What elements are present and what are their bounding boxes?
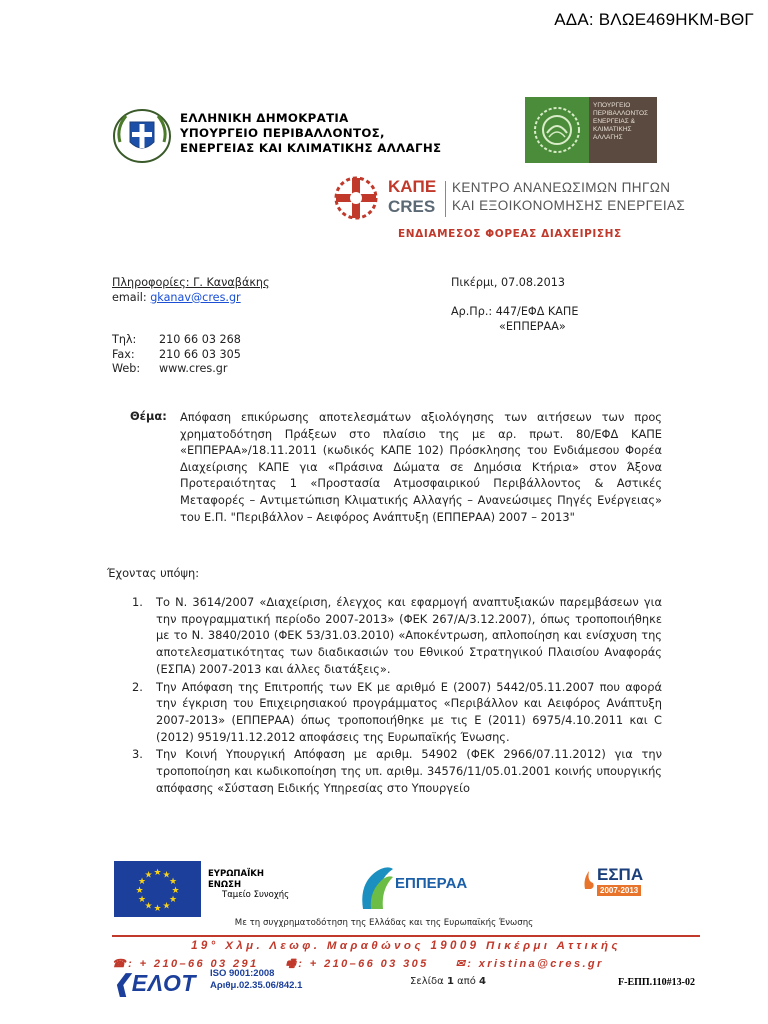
- fax-label: Fax:: [112, 347, 135, 361]
- having-heading: Έχοντας υπόψη:: [107, 566, 200, 580]
- svg-text:★: ★: [144, 901, 153, 912]
- page-indicator: [410, 976, 486, 987]
- svg-text:★: ★: [137, 895, 147, 905]
- email-link[interactable]: gkanav@cres.gr: [150, 290, 241, 304]
- ministry-name: [180, 111, 441, 156]
- footer-fax: + 210–66 03 305: [309, 958, 429, 970]
- date: Πικέρμι, 07.08.2013: [451, 276, 566, 289]
- svg-text:★: ★: [168, 895, 178, 905]
- page-number: 1: [446, 976, 454, 987]
- svg-text:★: ★: [171, 886, 180, 896]
- date-block: [451, 276, 578, 334]
- svg-text:★: ★: [137, 877, 147, 887]
- svg-text:★: ★: [135, 886, 144, 896]
- svg-text:★: ★: [153, 868, 162, 878]
- eu-flag-icon: [114, 861, 201, 917]
- kape-logo: [330, 175, 686, 221]
- iso-line-2: Αριθμ.02.35.06/842.1: [210, 980, 303, 991]
- svg-text:★: ★: [162, 870, 171, 881]
- protocol-number: Αρ.Πρ.: 447/ΕΦΔ ΚΑΠΕ: [451, 305, 579, 318]
- elot-mark-icon: ❰: [112, 970, 132, 996]
- footer-contacts: [112, 955, 700, 974]
- list-item-number: 1.: [132, 595, 143, 609]
- ministry-line-1: ΕΛΛΗΝΙΚΗ ΔΗΜΟΚΡΑΤΙΑ: [180, 111, 349, 125]
- kape-divider: [445, 181, 446, 217]
- ypeka-logo: [525, 97, 657, 163]
- cohesion-fund: Ταμείο Συνοχής: [222, 890, 290, 900]
- cofunding-note: Με τη συγχρηματοδότηση της Ελλάδας και της Ευρωπαϊκής Ένωσης: [234, 918, 534, 928]
- email-line: [112, 291, 270, 306]
- svg-text:★: ★: [144, 870, 153, 881]
- iso-certification: [210, 968, 302, 992]
- footer-tel: + 210–66 03 291: [139, 958, 259, 970]
- espa-flame-icon: [583, 869, 595, 889]
- footer-divider: [112, 935, 700, 937]
- page-prefix: Σελίδα: [410, 976, 444, 987]
- eu-line-2: ΕΝΩΣΗ: [208, 879, 242, 890]
- eu-line-1: ΕΥΡΩΠΑΪΚΗ: [208, 869, 264, 879]
- espa-label: ΕΣΠΑ: [597, 865, 644, 884]
- info-block: [112, 276, 270, 305]
- cres-abbr: CRES: [388, 197, 436, 216]
- list-item-text: Το Ν. 3614/2007 «Διαχείριση, έλεγχος και εφαρμογή αναπτυξιακών παρεμβάσεων για την προγραμματική περίοδο 2007-2013» (ΦΕΚ 267/Α/3.12.2007), όπως τροποποιήθηκε με το Ν. 3840/2010 (ΦΕΚ 53/31.03.2010) «Αποκέντρωση, απλοποίηση και ενίσχυση της αποτελεσματικότητας των διαδικασιών του Εθνικού Στρατηγικού Πλαισίου Αναφοράς (ΕΣΠΑ) 2007-2013 και άλλες διατάξεις».: [156, 595, 662, 676]
- fax-line: [112, 348, 241, 363]
- phone-icon: ☎:: [112, 958, 135, 970]
- kape-abbr: ΚΑΠΕ: [388, 177, 437, 196]
- ministry-line-3: ΕΝΕΡΓΕΙΑΣ ΚΑΙ ΚΛΙΜΑΤΙΚΗΣ ΑΛΛΑΓΗΣ: [180, 141, 442, 155]
- ypeka-logo-text: ΥΠΟΥΡΓΕΙΟ ΠΕΡΙΒΑΛΛΟΝΤΟΣ ΕΝΕΡΓΕΙΑΣ & ΚΛΙΜΑΤΙΚΗΣ ΑΛΛΑΓΗΣ: [593, 102, 649, 141]
- contact-block: [112, 333, 241, 377]
- eu-text: [208, 869, 289, 901]
- kape-full-name: [452, 179, 685, 215]
- funding-logos: [0, 855, 768, 915]
- mail-icon: ✉:: [455, 958, 474, 970]
- iso-line-1: ISO 9001:2008: [210, 968, 275, 979]
- ypeka-emblem-icon: [525, 97, 589, 163]
- epperaa-label: ΕΠΠΕΡΑΑ: [395, 875, 468, 892]
- kape-full-line-1: ΚΕΝΤΡΟ ΑΝΑΝΕΩΣΙΜΩΝ ΠΗΓΩΝ: [452, 180, 671, 195]
- tel-line: [112, 333, 241, 348]
- tel-value: 210 66 03 268: [159, 333, 241, 346]
- list-item-text: Την Κοινή Υπουργική Απόφαση με αριθμ. 54902 (ΦΕΚ 2966/07.11.2012) για την τροποποίηση και κωδικοποίηση της υπ. αριθμ. 34576/11/05.01.2001 κοινής υπουργικής απόφασης «Σύσταση Ειδικής Υπηρεσίας στο Υπουργείο: [156, 747, 662, 795]
- list-item: [132, 746, 662, 796]
- subject-text: Απόφαση επικύρωσης αποτελεσμάτων αξιολόγησης των αιτήσεων των προς χρηματοδότηση Πράξεων στο πλαίσιο της με αρ. πρωτ. 80/ΕΦΔ ΚΑΠΕ «ΕΠΠΕΡΑΑ»/18.11.2011 (κωδικός ΚΑΠΕ 102) Πρόσκλησης του Ενδιάμεσου Φορέα Διαχείρισης ΚΑΠΕ για «Πράσινα Δώματα σε Δημόσια Κτήρια» στον Άξονα Προτεραιότητας 1 «Προστασία Ατμοσφαιρικού Περιβάλλοντος & Αστικές Μεταφορές – Αντιμετώπιση Κλιματικής Αλλαγής – Ανανεώσιμες Πηγές Ενέργειας» του Ε.Π. "Περιβάλλον – Αειφόρος Ανάπτυξη (ΕΠΠΕΡΑΑ) 2007 – 2013": [180, 410, 662, 524]
- ada-code: ΑΔΑ: ΒΛΩΕ469ΗΚΜ-ΒΘΓ: [554, 10, 754, 29]
- page-mid: από: [457, 976, 476, 987]
- greek-coat-of-arms-icon: [112, 108, 172, 164]
- svg-text:★: ★: [153, 904, 162, 914]
- espa-logo: [583, 865, 655, 905]
- list-item: [132, 679, 662, 746]
- list-item-text: Την Απόφαση της Επιτροπής των ΕΚ με αριθμό Ε (2007) 5442/05.11.2007 που αφορά την έγκριση του Επιχειρησιακού προγράμματος «Περιβάλλον και Αειφόρος Ανάπτυξη 2007-2013» (ΕΠΠΕΡΑΑ) όπως τροποποιήθηκε με τις Ε (2011) 6975/4.10.2011 και C (2012) 9519/11.12.2012 αποφάσεις της Ευρωπαϊκής Ένωσης.: [156, 679, 662, 744]
- web-line: [112, 362, 241, 377]
- list-item-number: 2.: [132, 679, 143, 694]
- considerations-list: [132, 594, 662, 797]
- document-code: F-ΕΠΠ.110#13-02: [618, 977, 695, 988]
- kape-emblem-icon: [330, 175, 382, 221]
- elot-logo: [112, 970, 196, 997]
- fax-icon: 🖷:: [285, 958, 305, 970]
- email-label: email:: [112, 290, 147, 304]
- intermediate-body-title: ΕΝΔΙΑΜΕΣΟΣ ΦΟΡΕΑΣ ΔΙΑΧΕΙΡΙΣΗΣ: [398, 228, 622, 240]
- fax-value: 210 66 03 305: [159, 347, 241, 361]
- subject-label: Θέμα:: [130, 409, 167, 423]
- kape-abbreviation: [388, 177, 436, 217]
- page-total: 4: [479, 976, 486, 987]
- ministry-line-2: ΥΠΟΥΡΓΕΙΟ ΠΕΡΙΒΑΛΛΟΝΤΟΣ,: [180, 126, 385, 140]
- svg-text:★: ★: [162, 901, 171, 912]
- epperaa-logo: [357, 863, 467, 915]
- kape-full-line-2: ΚΑΙ ΕΞΟΙΚΟΝΟΜΗΣΗΣ ΕΝΕΡΓΕΙΑΣ: [452, 198, 686, 213]
- web-label: Web:: [112, 362, 141, 375]
- footer-address: 19° Χλμ. Λεωφ. Μαραθώνος 19009 Πικέρμι Αττικής: [191, 940, 621, 952]
- list-item: [132, 594, 662, 678]
- list-item-number: 3.: [132, 747, 143, 762]
- espa-years: 2007-2013: [597, 885, 641, 896]
- svg-text:★: ★: [168, 877, 178, 887]
- info-contact: Πληροφορίες: Γ. Καναβάκης: [112, 276, 270, 289]
- protocol-suffix: «ΕΠΠΕΡΑΑ»: [499, 319, 566, 333]
- tel-label: Τηλ:: [112, 333, 137, 346]
- web-value: www.cres.gr: [159, 362, 228, 375]
- elot-label: ΕΛΟΤ: [131, 970, 196, 996]
- footer-email: xristina@cres.gr: [478, 958, 604, 970]
